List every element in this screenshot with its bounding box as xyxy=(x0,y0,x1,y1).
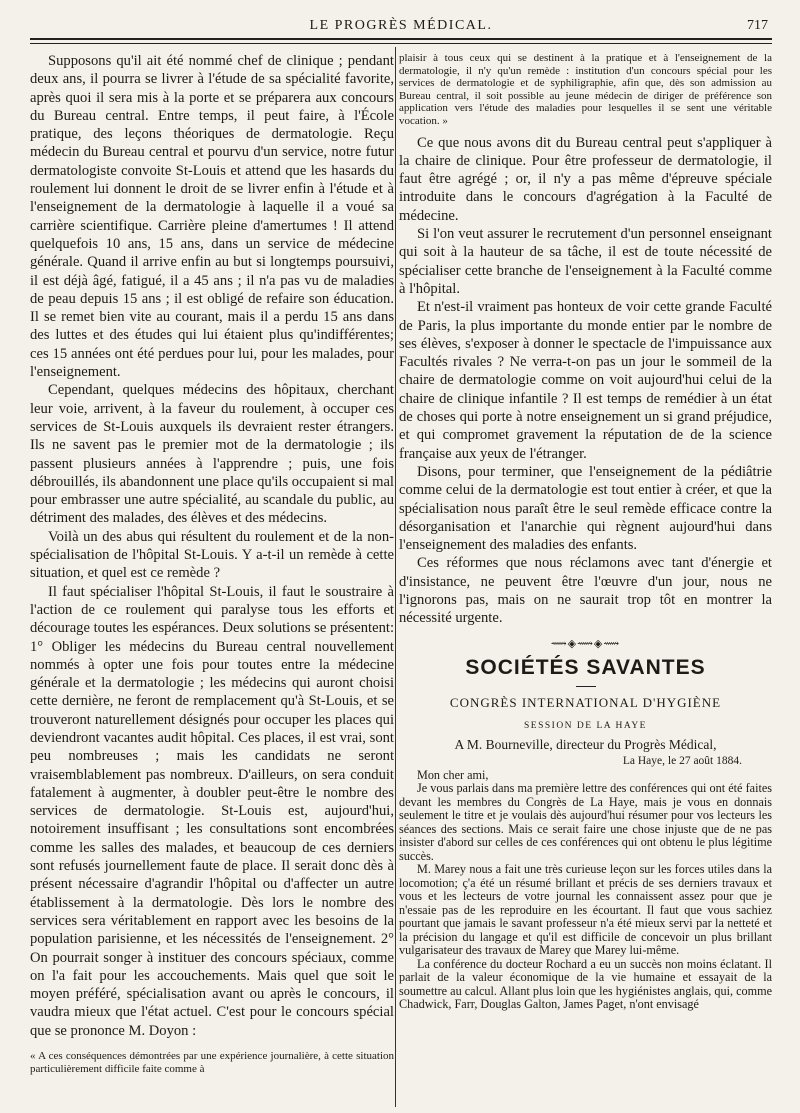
quote-continuation xyxy=(399,52,772,128)
left-body xyxy=(30,52,394,1040)
column-divider xyxy=(395,47,396,1107)
paragraph: Il faut spécialiser l'hôpital St-Louis, il faut le soustraire à l'action de ce roulement qui paralyse tous les efforts et décourage toutes les espérances. Deux solutions se présentent: 1° Obliger les médecins du Bureau central nouvellement nommés à opter une fois pour toutes entre la médecine générale et la dermatologie ; les médecins qui auront choisi cette dernière, ne feront de remplacement qu'à St-Louis, et se trouveront naturellement désignés pour occuper les places qui deviendront vacantes audit hôpital. Ces places, il est vrai, sont peu nombreuses ; mais les candidats ne seront vraisemblablement pas nombreux. D'ailleurs, on sera conduit fatalement à augmenter, à doubler peut-être le nombre des services de dermatologie. St-Louis est, aujourd'hui, notoirement insuffisant ; les consultations sont encombrées comme les salles des malades, et beaucoup de ces derniers sont refusés journellement faute de place. Il serait donc dès à présent nécessaire d'agrandir l'hôpital ou d'affecter un autre établissement à la dermatologie. Dès lors le nombre des services sera véritablement en rapport avec les besoins de la population parisienne, et les nécessités de l'enseignement. 2° On pourrait songer à instituer des concours spéciaux, comme on l'a fait pour les accouchements. Mais quel que soit le moyen préféré, spécialisation avant ou après le concours, il vaudra mieux que l'état actuel. C'est pour le concours spécial que se prononce M. Doyon : xyxy=(30,583,394,1039)
header-rule-thick xyxy=(30,38,772,40)
letter-body xyxy=(399,769,772,1012)
letter-address: A M. Bourneville, directeur du Progrès Médical, xyxy=(454,736,717,752)
paragraph: Cependant, quelques médecins des hôpitaux, cherchant leur voie, arrivent, à la faveur du roulement, à occuper ces services de St-Louis auxquels ils devraient rester étrangers. Ils ne savent pas le premier mot de la dermatologie ; ils passent plusieurs années à l'apprendre ; puis, une fois débrouillés, ils abandonnent une place qu'ils occupaient si mal pour embrasser une autre spécialité, au scandale du public, au détriment des malades, des élèves et des médecins. xyxy=(30,382,394,527)
letter-paragraph: Je vous parlais dans ma première lettre des conférences qui ont été faites devant les membres du Congrès de La Haye, mais je vous en donnais seulement le titre et je voulais dès aujourd'hui résumer pour vos lecteurs les séances des sections. Mais ce serait faire une chose injuste que de ne pas insister d'abord sur celles de ces conférences qui ont obtenu le plus légitime succès. xyxy=(399,781,772,863)
quote-text: « A ces conséquences démontrées par une expérience journalière, à cette situation particulièrement difficile faite comme à xyxy=(30,1050,394,1076)
letter-paragraph: M. Marey nous a fait une très curieuse leçon sur les forces utiles dans la locomotion; ç'a été un résumé brillant et précis de ses derniers travaux et vous et les lecteurs de votre journal les connaissent assez pour que je n'essaie pas de les reproduire en les écourtant. Il faut que vous sachiez pourtant que jamais le savant professeur n'a été mieux servi par la netteté et la précision du langage et qu'il est difficile de concevoir un plus brillant vulgarisateur des travaux de Marey que Marey lui-même. xyxy=(399,862,772,958)
paragraph: Et n'est-il vraiment pas honteux de voir cette grande Faculté de Paris, la plus importante du monde entier par le nombre de ses élèves, s'exposer à donner le spectacle de l'impuissance aux Facultés rivales ? Ne verra-t-on pas un jour le sommeil de la chaire de dermatologie comme on voit aujourd'hui celui de la chaire de clinique infantile ? Il est temps de remédier à un état de choses qui porte à notre enseignement un si grand préjudice, et qui compromet gravement la réputation de de la science française aux yeux de l'étranger. xyxy=(399,299,772,462)
quote-block xyxy=(30,1050,394,1076)
paragraph: Disons, pour terminer, que l'enseignement de la pédiâtrie comme celui de la dermatologie est tout entier à créer, et que la spécialisation nous paraît être le seul remède efficace contre la désorganisation et l'anarchie qui règnent aujourd'hui dans l'enseignement des maladies des enfants. xyxy=(399,463,772,554)
section-title: SOCIÉTÉS SAVANTES xyxy=(465,655,706,679)
letter-paragraph: La conférence du docteur Rochard a eu un succès non moins éclatant. Il parlait de la valeur économique de la vie humaine et essayait de la soumettre au calcul. Allant plus loin que les hygiénistes anglais, qui, comme Chadwick, Farr, Douglas Galton, James Paget, n'ont envisagé xyxy=(399,956,772,1012)
paragraph: Ces réformes que nous réclamons avec tant d'énergie et d'insistance, ne peuvent être l'œuvre d'un jour, nous ne l'ignorons pas, mais on ne saurait trop tôt en montrer la nécessité urgente. xyxy=(399,555,772,627)
congress-title: CONGRÈS INTERNATIONAL D'HYGIÈNE xyxy=(449,694,722,710)
salutation: Mon cher ami, xyxy=(417,767,489,782)
header-rule-thin xyxy=(30,43,772,44)
paragraph: Voilà un des abus qui résultent du roulement et de la non-spécialisation de l'hôpital St-Louis. Y a-t-il un remède à cette situation, et quel est ce remède ? xyxy=(30,528,394,582)
session-title: SESSION DE LA HAYE xyxy=(524,720,647,731)
quote-text: plaisir à tous ceux qui se destinent à la pratique et à l'enseignement de la dermatologie, il n'y qu'un remède : institution d'un concours spécial pour les services de dermatologie et de syphiligraphie, afin que, dès son admission au Bureau central, il soit possible au jeune médecin de diriger de préférence son application vers l'étude des maladies pour lesquelles il se sent une véritable vocation. » xyxy=(399,52,772,127)
ornament-divider: ⟿◈⟿◈⟿ xyxy=(550,637,621,650)
section-rule xyxy=(576,686,596,687)
journal-title: LE PROGRÈS MÉDICAL. xyxy=(309,18,493,33)
right-column xyxy=(399,52,772,1104)
paragraph: Ce que nous avons dit du Bureau central peut s'appliquer à la chaire de clinique. Pour être professeur de dermatologie, il faut être agrégé ; or, il n'y a pas même d'épreuve spéciale introduite dans le concours d'agrégation à la Faculté de médecine. xyxy=(399,134,772,224)
paragraph: Supposons qu'il ait été nommé chef de clinique ; pendant deux ans, il pourra se livrer à l'étude de sa spécialité favorite, après quoi il sera mis à la porte et se préparera aux concours du Bureau central. Entre temps, il peut faire, à l'École pratique, des leçons théoriques de dermatologie. Reçu médecin du Bureau central et pourvu d'un service, notre futur dermatologiste convoite St-Louis et attend que les hasards du roulement lui donnent le droit de se livrer enfin à l'étude et à l'enseignement de la dermatologie à laquelle il a voué sa carrière scientifique. Carrière pleine d'amertumes ! Il attend quelquefois 10 ans, 15 ans, dans un service de médecine générale. Quand il arrive enfin au but si longtemps poursuivi, il est déjà âgé, fatigué, il a 45 ans ; il n'a pas vu de maladies de peau depuis 15 ans ; il est obligé de refaire son éducation. Il se remet bien vite au courant, mais il a perdu 15 ans dans des luttes et des études qui lui étaient plus qu'indifférentes; ces 15 années ont été perdues pour lui, pour les malades, pour l'enseignement. xyxy=(30,53,394,381)
right-body xyxy=(399,134,772,628)
page-number: 717 xyxy=(747,18,768,33)
left-column xyxy=(30,52,394,1104)
letter-date: La Haye, le 27 août 1884. xyxy=(622,754,742,767)
paragraph: Si l'on veut assurer le recrutement d'un personnel enseignant qui soit à la hauteur de sa tâche, il est de toute nécessité de spécialiser cette branche de l'enseignement à la Faculté comme à l'hôpital. xyxy=(399,226,772,297)
running-header xyxy=(30,18,772,36)
